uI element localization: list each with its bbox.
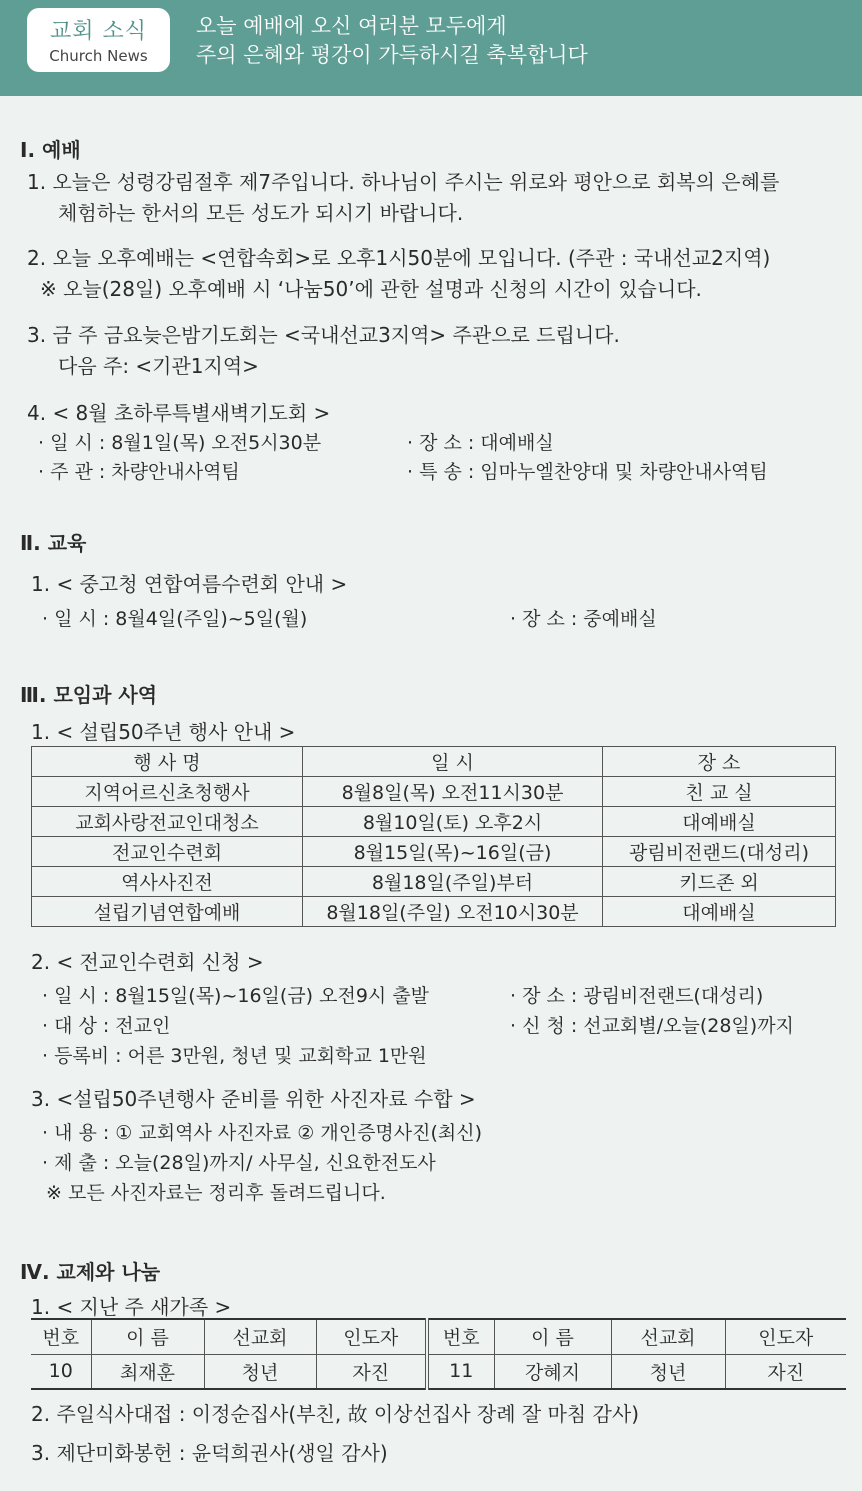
section-education-title: Ⅱ. 교육 <box>20 531 87 555</box>
worship-item3-line1: 3. 금 주 금요늦은밤기도회는 <국내선교3지역> 주관으로 드립니다. <box>27 323 620 347</box>
section-fellowship-title: Ⅳ. 교제와 나눔 <box>20 1260 161 1284</box>
table-cell: 8월18일(주일) 오전10시30분 <box>303 897 603 927</box>
worship-item4-host: · 주 관 : 차량안내사역팀 <box>38 461 240 483</box>
education-item1-title: 1. < 중고청 연합여름수련회 안내 > <box>31 572 348 596</box>
ministry-item2-date: · 일 시 : 8월15일(목)~16일(금) 오전9시 출발 <box>42 985 430 1007</box>
family-header-cell: 선교회 <box>611 1319 725 1354</box>
table-cell: 키드존 외 <box>603 867 836 897</box>
new-family-table <box>31 1318 846 1390</box>
family-cell: 최재훈 <box>91 1354 204 1389</box>
worship-item2-line1: 2. 오늘 오후예배는 <연합속회>로 오후1시50분에 모입니다. (주관 : 국내선교2지역) <box>27 246 771 270</box>
table-row <box>32 867 836 897</box>
badge-title-en: Church News <box>49 47 148 65</box>
family-header-cell: 이 름 <box>494 1319 611 1354</box>
header-message <box>196 12 588 70</box>
worship-item1-line1: 1. 오늘은 성령강림절후 제7주입니다. 하나님이 주시는 위로와 평안으로 회복의 은혜를 <box>27 170 780 194</box>
table-row <box>32 777 836 807</box>
table-cell: 8월18일(주일)부터 <box>303 867 603 897</box>
ministry-item3-title: 3. <설립50주년행사 준비를 위한 사진자료 수합 > <box>31 1087 476 1111</box>
ministry-item2-fee: · 등록비 : 어른 3만원, 청년 및 교회학교 1만원 <box>42 1045 427 1067</box>
family-header-cell: 인도자 <box>316 1319 427 1354</box>
education-item1-date: · 일 시 : 8월4일(주일)~5일(월) <box>42 608 308 630</box>
section-worship-title: Ⅰ. 예배 <box>20 138 81 162</box>
family-cell: 자진 <box>725 1354 846 1389</box>
table-cell: 교회사랑전교인대청소 <box>32 807 303 837</box>
table-cell: 광림비전랜드(대성리) <box>603 837 836 867</box>
family-cell: 자진 <box>316 1354 427 1389</box>
ministry-item3-submit: · 제 출 : 오늘(28일)까지/ 사무실, 신요한전도사 <box>42 1152 436 1174</box>
family-cell: 청년 <box>611 1354 725 1389</box>
family-header-row <box>31 1319 846 1354</box>
family-header-cell: 선교회 <box>204 1319 316 1354</box>
table-cell: 대예배실 <box>603 807 836 837</box>
table-header-row <box>32 747 836 777</box>
page-header <box>0 0 862 96</box>
fellowship-item2: 2. 주일식사대접 : 이정순집사(부친, 故 이상선집사 장례 잘 마침 감사) <box>31 1402 639 1426</box>
table-header-place: 장 소 <box>603 747 836 777</box>
header-message-line2: 주의 은혜와 평강이 가득하시길 축복합니다 <box>196 43 588 67</box>
family-cell: 청년 <box>204 1354 316 1389</box>
table-cell: 지역어르신초청행사 <box>32 777 303 807</box>
table-cell: 대예배실 <box>603 897 836 927</box>
ministry-item3-note: ※ 모든 사진자료는 정리후 돌려드립니다. <box>46 1182 386 1204</box>
table-header-datetime: 일 시 <box>303 747 603 777</box>
table-row <box>32 837 836 867</box>
worship-item4-music: · 특 송 : 임마누엘찬양대 및 차량안내사역팀 <box>407 461 768 483</box>
table-cell: 8월15일(목)~16일(금) <box>303 837 603 867</box>
table-cell: 역사사진전 <box>32 867 303 897</box>
table-row <box>32 807 836 837</box>
badge-title-ko: 교회 소식 <box>49 19 147 44</box>
family-header-cell: 이 름 <box>91 1319 204 1354</box>
family-header-cell: 인도자 <box>725 1319 846 1354</box>
header-message-line1: 오늘 예배에 오신 여러분 모두에게 <box>196 14 507 38</box>
family-cell: 11 <box>427 1354 494 1389</box>
table-row <box>31 1354 846 1389</box>
table-cell: 8월8일(목) 오전11시30분 <box>303 777 603 807</box>
worship-item4-title: 4. < 8월 초하루특별새벽기도회 > <box>27 401 331 425</box>
worship-item1-line2: 체험하는 한서의 모든 성도가 되시기 바랍니다. <box>58 201 464 225</box>
ministry-item3-content: · 내 용 : ① 교회역사 사진자료 ② 개인증명사진(최신) <box>42 1122 483 1144</box>
table-cell: 8월10일(토) 오후2시 <box>303 807 603 837</box>
table-cell: 설립기념연합예배 <box>32 897 303 927</box>
table-cell: 친 교 실 <box>603 777 836 807</box>
worship-item4-place: · 장 소 : 대예배실 <box>407 432 554 454</box>
family-header-cell: 번호 <box>427 1319 494 1354</box>
ministry-item2-title: 2. < 전교인수련회 신청 > <box>31 950 264 974</box>
worship-item3-line2: 다음 주: <기관1지역> <box>58 354 259 378</box>
section-ministry-title: Ⅲ. 모임과 사역 <box>20 683 158 707</box>
ministry-item2-apply: · 신 청 : 선교회별/오늘(28일)까지 <box>510 1015 794 1037</box>
ministry-item2-place: · 장 소 : 광림비전랜드(대성리) <box>510 985 764 1007</box>
table-row <box>32 897 836 927</box>
fellowship-item1-title: 1. < 지난 주 새가족 > <box>31 1295 232 1319</box>
worship-item2-note: ※ 오늘(28일) 오후예배 시 ‘나눔50’에 관한 설명과 신청의 시간이 있습니다. <box>40 277 702 301</box>
family-cell: 10 <box>31 1354 91 1389</box>
fellowship-item3: 3. 제단미화봉헌 : 윤덕희권사(생일 감사) <box>31 1441 388 1465</box>
anniversary-events-table <box>31 746 836 927</box>
family-cell: 강혜지 <box>494 1354 611 1389</box>
family-header-cell: 번호 <box>31 1319 91 1354</box>
ministry-item1-title: 1. < 설립50주년 행사 안내 > <box>31 720 296 744</box>
worship-item4-date: · 일 시 : 8월1일(목) 오전5시30분 <box>38 432 322 454</box>
table-header-event: 행 사 명 <box>32 747 303 777</box>
table-cell: 전교인수련회 <box>32 837 303 867</box>
ministry-item2-target: · 대 상 : 전교인 <box>42 1015 171 1037</box>
church-news-badge <box>27 8 170 72</box>
education-item1-place: · 장 소 : 중예배실 <box>510 608 657 630</box>
